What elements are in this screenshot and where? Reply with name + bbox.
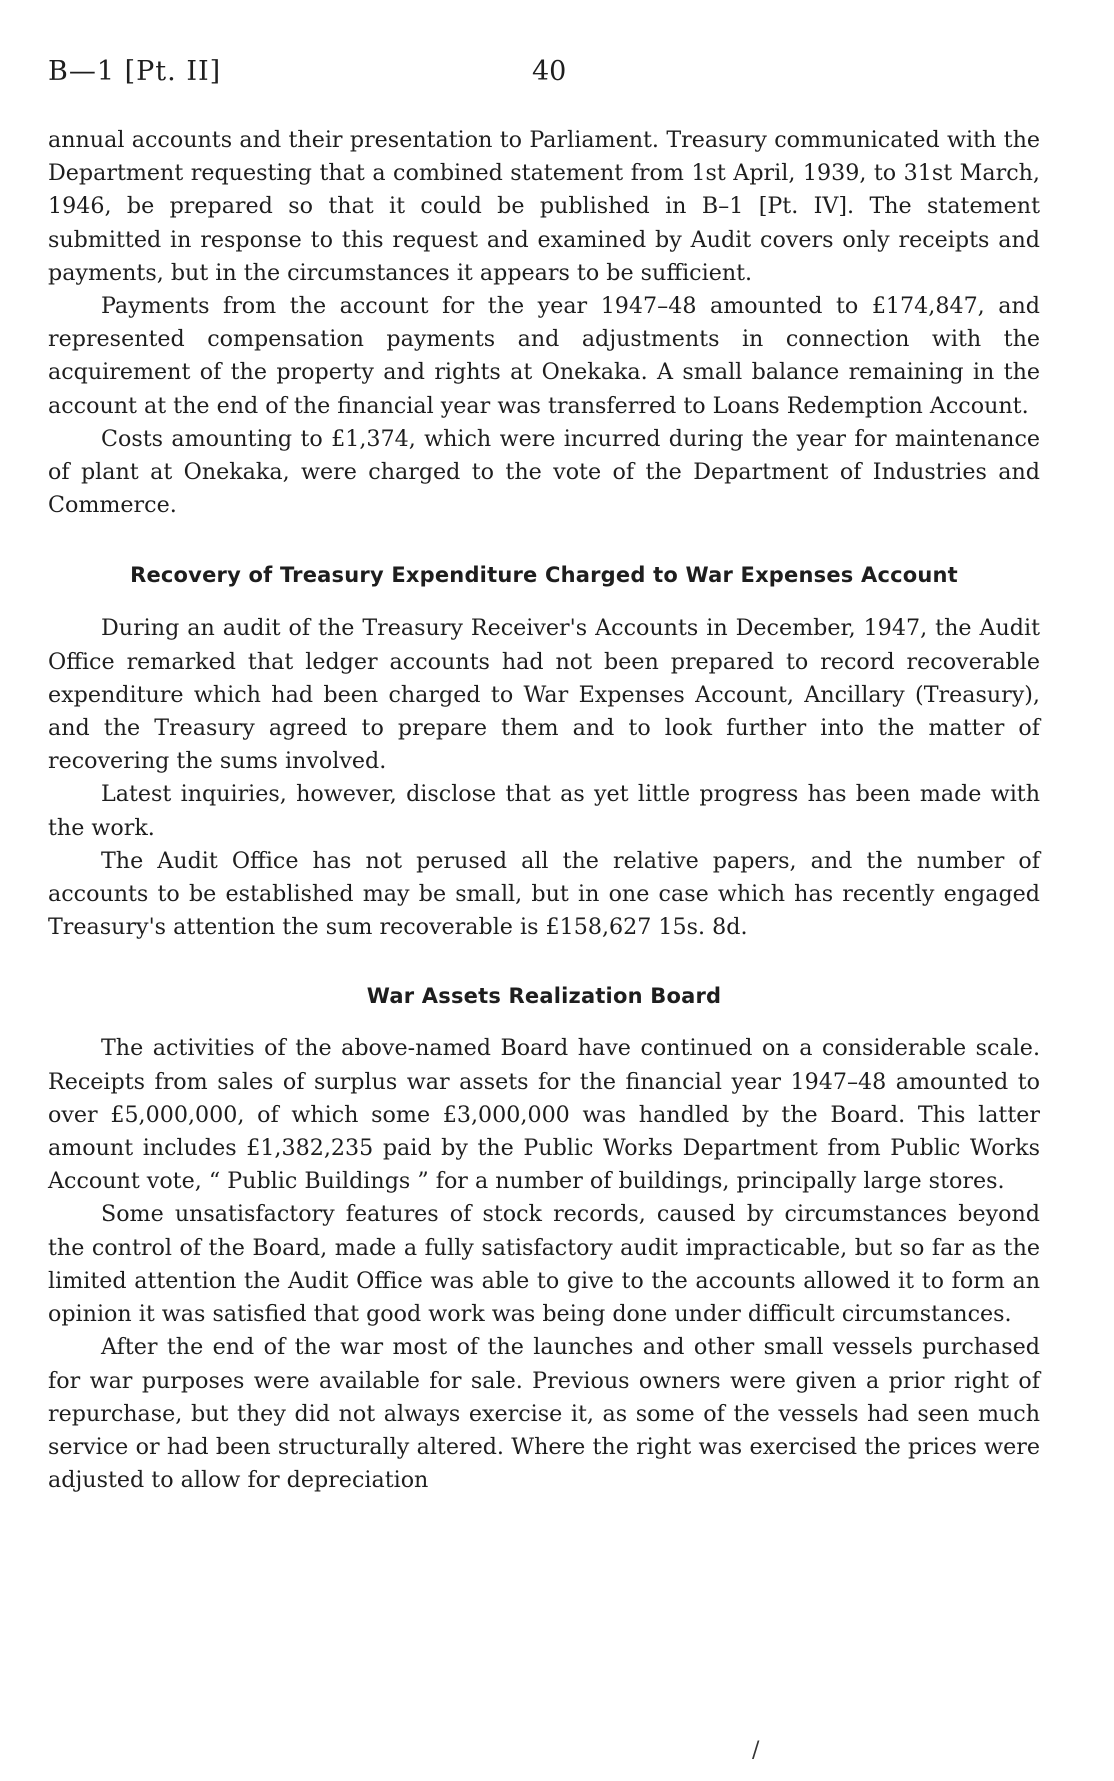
paragraph: Some unsatisfactory features of stock records, caused by circumstances beyond the control of the Board, made a fully satisfactory audit impracticable, but so far as the limited attention the Audit Office was able to give to the accounts allowed it to form an opinion it was satisfied that good work was being done under difficult circumstances. (48, 1201, 1040, 1328)
paragraph: The activities of the above-named Board have continued on a considerable scale. Receipts from sales of surplus war assets for the financial year 1947–48 amounted to over £5,000,000, of which some £3,000,000 was handled by the Board. This latter amount includes £1,382,235 paid by the Public Works Department from Public Works Account vote, “ Public Buildings ” for a number of buildings, principally large stores. (48, 1035, 1040, 1195)
section-heading-war-assets: War Assets Realization Board (366, 984, 722, 1009)
paragraph: The Audit Office has not perused all the relative papers, and the number of accounts to be established may be small, but in one case which has recently engaged Treasury's attention the sum recoverable is £158,627 15s. 8d. (48, 847, 1040, 941)
paragraph: After the end of the war most of the launches and other small vessels purchased for war purposes were available for sale. Previous owners were given a prior right of repurchase, but they did not always exercise it, as some of the vessels had seen much service or had been structurally altered. Where the right was exercised the prices were adjusted to allow for depreciation (48, 1334, 1040, 1494)
paragraph-continued: annual accounts and their presentation to Parliament. Treasury communicated with the Department requesting that a combined statement from 1st April, 1939, to 31st March, 1946, be prepared so that it could be published in B–1 [Pt. IV]. The statement submitted in response to this request and examined by Audit covers only receipts and payments, but in the circumstances it appears to be sufficient. (48, 127, 1040, 286)
paragraph: During an audit of the Treasury Receiver's Accounts in December, 1947, the Audit Office remarked that ledger accounts had not been prepared to record recoverable expenditure which had been charged to War Expenses Account, Ancillary (Treasury), and the Treasury agreed to prepare them and to look further into the matter of recovering the sums involved. (48, 615, 1040, 775)
page-header (48, 56, 1066, 96)
section-heading-recovery: Recovery of Treasury Expenditure Charged to War Expenses Account (130, 563, 958, 588)
paragraph: Payments from the account for the year 1947–48 amounted to £174,847, and represented compensation payments and adjustments in connection with the acquirement of the property and rights at Onekaka. A small balance remaining in the account at the end of the financial year was transferred to Loans Redemption Account. (48, 293, 1040, 419)
paragraph: Latest inquiries, however, disclose that as yet little progress has been made with the work. (48, 781, 1040, 841)
document-reference: B—1 [Pt. II] (48, 56, 222, 87)
page-number: 40 (532, 56, 567, 87)
document-body (48, 124, 1040, 1497)
stray-mark: / (752, 1738, 760, 1763)
paragraph: Costs amounting to £1,374, which were incurred during the year for maintenance of plant at Onekaka, were charged to the vote of the Department of Industries and Commerce. (48, 425, 1040, 519)
